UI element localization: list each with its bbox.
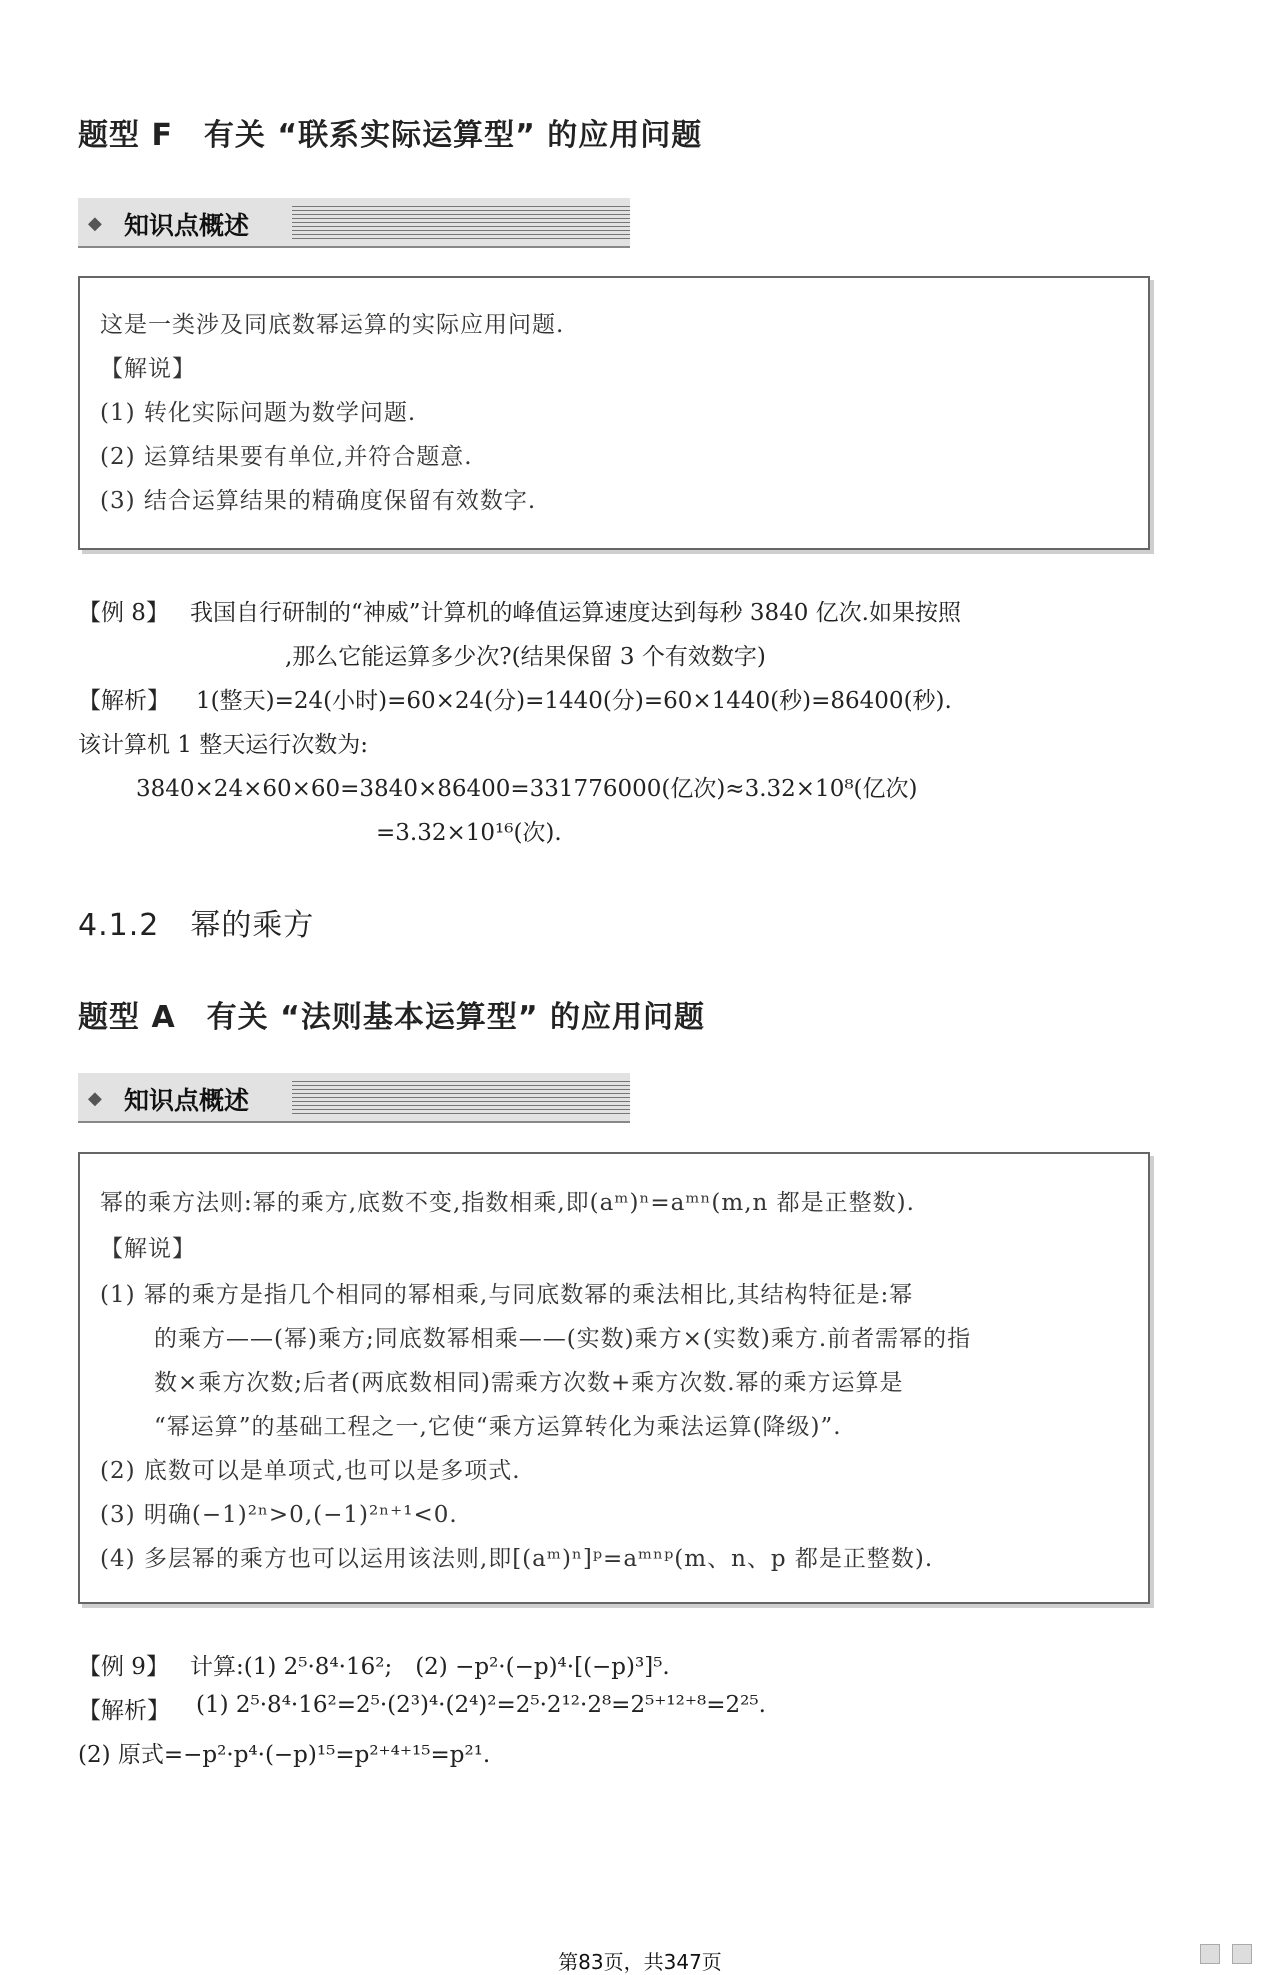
box-line: 幂的乘方法则:幂的乘方,底数不变,指数相乘,即(aᵐ)ⁿ=aᵐⁿ(m,n 都是正整数). [100, 1190, 915, 1216]
solution-label: 【解析】 [78, 688, 170, 714]
example-text: ,那么它能运算多少次?(结果保留 3 个有效数字) [285, 644, 766, 670]
knowledge-banner [78, 1073, 630, 1123]
box-line: 【解说】 [100, 1236, 196, 1262]
box-line: (2) 运算结果要有单位,并符合题意. [100, 444, 473, 470]
page-indicator: 第83页，共347页 [558, 1950, 722, 1974]
box-line: 这是一类涉及同底数幂运算的实际应用问题. [100, 312, 565, 338]
section-title-f: 题型 F 有关 “联系实际运算型” 的应用问题 [78, 118, 703, 153]
solution-label: 【解析】 [78, 1698, 170, 1724]
page-nav-icon[interactable] [1200, 1944, 1220, 1964]
box-line: (4) 多层幂的乘方也可以运用该法则,即[(aᵐ)ⁿ]ᵖ=aᵐⁿᵖ(m、n、p 都是正整数). [100, 1546, 934, 1572]
solution-text: 3840×24×60×60=3840×86400=331776000(亿次)≈3.32×10⁸(亿次) [136, 776, 918, 802]
box-line: (1) 转化实际问题为数学问题. [100, 400, 417, 426]
box-line: (3) 明确(−1)²ⁿ>0,(−1)²ⁿ⁺¹<0. [100, 1502, 458, 1528]
knowledge-label: 知识点概述 [124, 1086, 250, 1115]
knowledge-label: 知识点概述 [124, 211, 250, 240]
example-label: 【例 8】 [78, 600, 169, 626]
example-text: 计算:(1) 2⁵·8⁴·16²; (2) −p²·(−p)⁴·[(−p)³]⁵. [190, 1654, 670, 1680]
summary-box [78, 1152, 1150, 1604]
diamond-icon: ◆ [88, 213, 102, 234]
solution-text: (2) 原式=−p²·p⁴·(−p)¹⁵=p²⁺⁴⁺¹⁵=p²¹. [78, 1742, 491, 1768]
box-line: “幂运算”的基础工程之一,它使“乘方运算转化为乘法运算(降级)”. [154, 1414, 842, 1440]
box-line: (2) 底数可以是单项式,也可以是多项式. [100, 1458, 521, 1484]
page-nav-icon[interactable] [1232, 1944, 1252, 1964]
section-title-a: 题型 A 有关 “法则基本运算型” 的应用问题 [78, 1000, 705, 1035]
summary-box [78, 276, 1150, 550]
box-line: (1) 幂的乘方是指几个相同的幂相乘,与同底数幂的乘法相比,其结构特征是:幂 [100, 1282, 914, 1308]
solution-text: =3.32×10¹⁶(次). [376, 820, 562, 846]
box-line: 数×乘方次数;后者(两底数相同)需乘方次数+乘方次数.幂的乘方运算是 [154, 1370, 904, 1396]
section-heading-412: 4.1.2 幂的乘方 [78, 908, 315, 943]
diamond-icon: ◆ [88, 1088, 102, 1109]
example-text: 我国自行研制的“神威”计算机的峰值运算速度达到每秒 3840 亿次.如果按照 [190, 600, 961, 626]
box-line: 的乘方——(幂)乘方;同底数幂相乘——(实数)乘方×(实数)乘方.前者需幂的指 [154, 1326, 972, 1352]
solution-text: (1) 2⁵·8⁴·16²=2⁵·(2³)⁴·(2⁴)²=2⁵·2¹²·2⁸=2⁵⁺¹²⁺⁸=2²⁵. [196, 1692, 766, 1718]
box-line: 【解说】 [100, 356, 196, 382]
knowledge-banner [78, 198, 630, 248]
example-label: 【例 9】 [78, 1654, 169, 1680]
solution-text: 该计算机 1 整天运行次数为: [78, 732, 369, 758]
box-line: (3) 结合运算结果的精确度保留有效数字. [100, 488, 537, 514]
solution-text: 1(整天)=24(小时)=60×24(分)=1440(分)=60×1440(秒)=86400(秒). [196, 688, 952, 714]
